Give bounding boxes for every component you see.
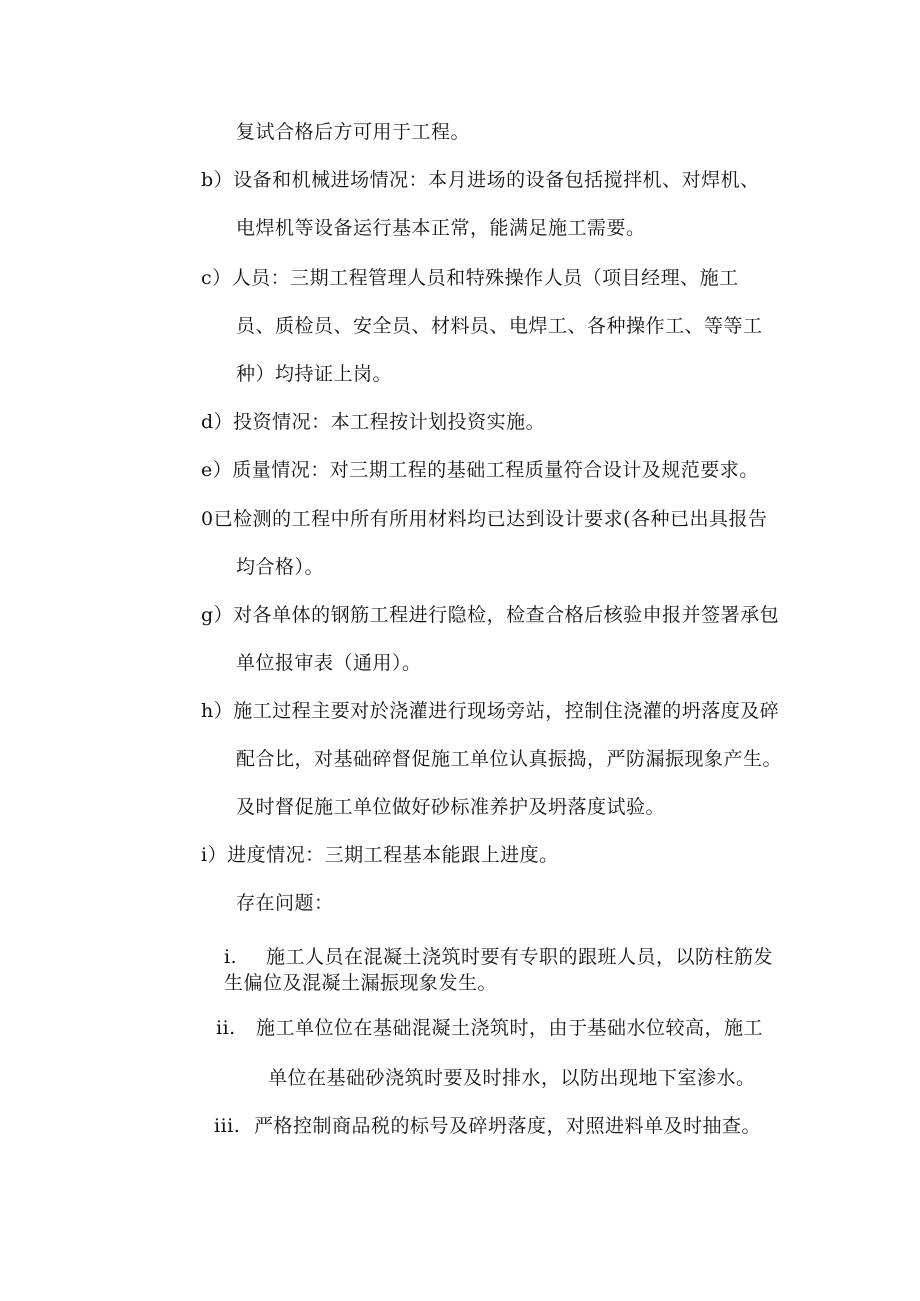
item-label: 0 (201, 508, 214, 530)
item-text-continuation: 电焊机等设备运行基本正常，能满足施工需要。 (236, 217, 646, 239)
item-text: 对各单体的钢筋工程进行隐检，检查合格后核验申报并签署承包 (233, 604, 780, 626)
list-item-f (201, 507, 768, 531)
item-text: 质量情况：对三期工程的基础工程质量符合设计及规范要求。 (232, 459, 759, 481)
item-text: 人员：三期工程管理人员和特殊操作人员（项目经理、施工 (231, 267, 739, 289)
list-item-i (201, 843, 559, 867)
item-text-continuation: 单位报审表（通用）。 (236, 652, 422, 674)
issue-text-continuation: 生偏位及混凝土漏振现象发生。 (224, 972, 498, 994)
issue-label: i. (224, 946, 238, 968)
item-text-continuation: 均合格）。 (236, 556, 325, 578)
issue-text-continuation: 单位在基础砂浇筑时要及时排水，以防出现地下室渗水。 (268, 1067, 756, 1089)
item-label: g） (201, 604, 234, 626)
item-text-continuation: 员、质检员、安全员、材料员、电焊工、各种操作工、等等工 (236, 315, 763, 337)
item-label: c） (201, 267, 232, 289)
item-label: b） (201, 169, 234, 191)
issue-label: iii. (214, 1115, 241, 1137)
item-text: 施工过程主要对於浇灌进行现场旁站，控制住浇灌的坍落度及碎 (233, 700, 780, 722)
item-label: h） (201, 700, 234, 722)
issue-text: 施工人员在混凝土浇筑时要有专职的跟班人员，以防柱筋发 (266, 946, 774, 968)
item-text: 进度情况：三期工程基本能跟上进度。 (227, 844, 559, 866)
intro-continuation: 复试合格后方可用于工程。 (236, 121, 471, 143)
list-item-g (201, 603, 779, 627)
item-text-continuation: 及时督促施工单位做好砂标准养护及坍落度试验。 (236, 796, 666, 818)
list-item-h (201, 699, 779, 723)
item-label: i） (201, 844, 228, 866)
item-text: 投资情况：本工程按计划投资实施。 (233, 411, 546, 433)
list-item-d (201, 410, 545, 434)
item-text: 设备和机械进场情况：本月进场的设备包括搅拌机、对焊机、 (233, 169, 760, 191)
issue-text: 严格控制商品税的标号及碎坍落度，对照进料单及时抽查。 (254, 1115, 762, 1137)
issue-item-3 (214, 1114, 761, 1138)
list-item-b (201, 168, 760, 192)
item-text-continuation: 种）均持证上岗。 (236, 363, 393, 385)
item-label: e） (201, 459, 233, 481)
issue-item-1 (224, 945, 773, 969)
list-item-c (201, 266, 739, 290)
issue-text: 施工单位位在基础混凝土浇筑时，由于基础水位较高，施工 (256, 1017, 764, 1039)
item-text: 已检测的工程中所有所用材料均已达到设计要求(各种已出具报告 (213, 508, 768, 530)
issue-label: ii. (216, 1017, 236, 1039)
item-text-continuation: 配合比，对基础碎督促施工单位认真振捣，严防漏振现象产生。 (236, 748, 783, 770)
item-label: d） (201, 411, 234, 433)
issue-item-2 (216, 1016, 763, 1040)
list-item-e (201, 458, 759, 482)
issues-heading: 存在问题： (236, 892, 334, 914)
